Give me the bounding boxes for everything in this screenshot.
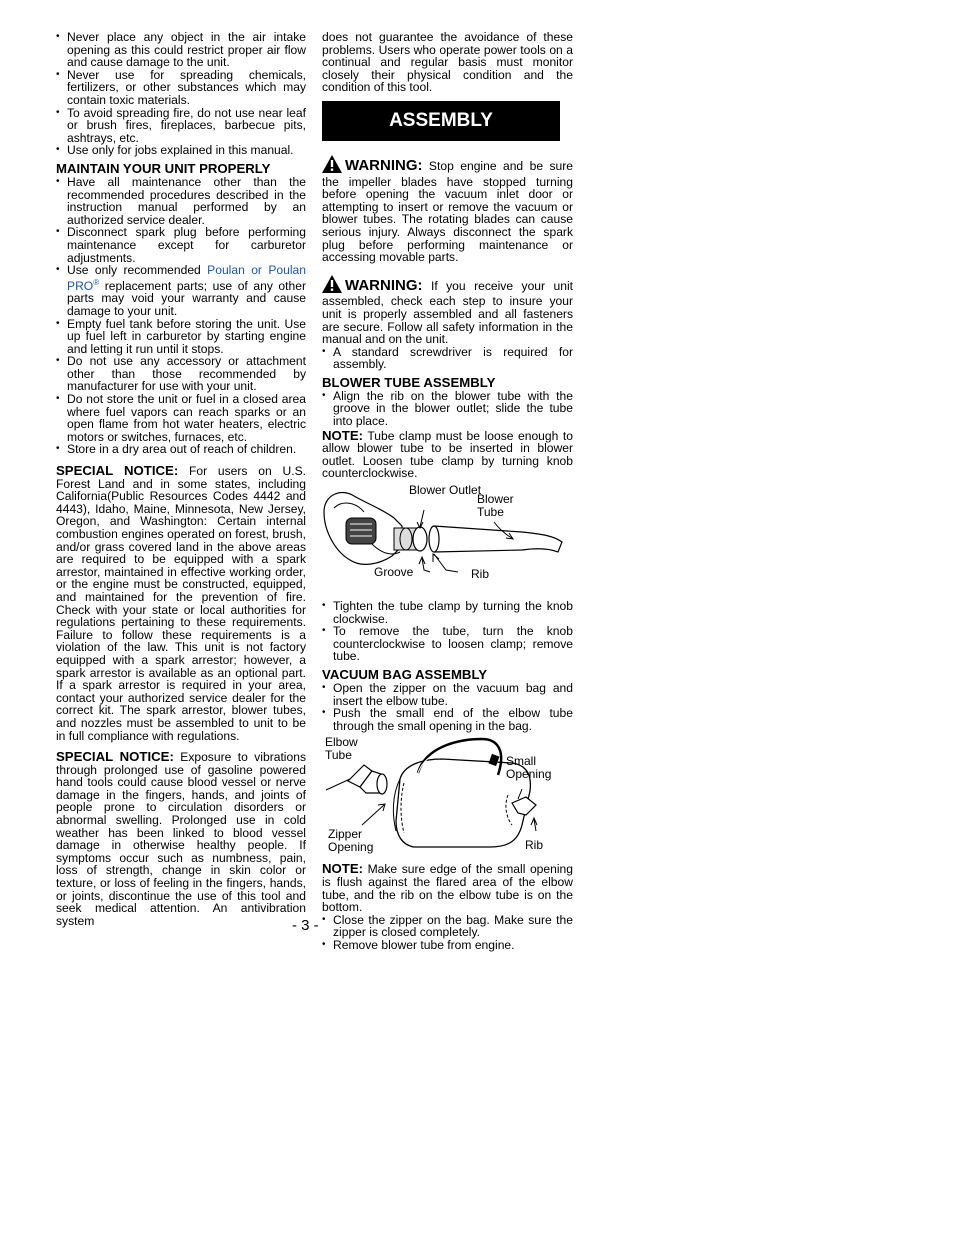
list-item bbox=[56, 264, 306, 317]
vacuum-bag-figure bbox=[322, 735, 573, 863]
small-opening-label: Small Opening bbox=[506, 754, 552, 782]
note-text: Make sure edge of the small opening is flush against the flared area of the elbow tube, and the rib on the elbow tube is on the bottom. bbox=[322, 862, 573, 915]
warning-triangle-icon bbox=[322, 155, 342, 176]
warning-text: Stop engine and be sure the impeller blades have stopped turning before opening the vacuum inlet door or attempting to insert or remove the vacuum or blower tubes. The rotating blades can cause serious injury. Always disconnect the spark plug before performing maintenance or accessing movable parts. bbox=[322, 158, 573, 265]
notice-lead: SPECIAL NOTICE: bbox=[56, 463, 179, 479]
list-item: • Do not use any accessory or attachment other than those recommended by manufacturer for use with your unit. bbox=[56, 355, 306, 393]
list-item: • Disconnect spark plug before performing maintenance except for carburetor adjustments. bbox=[56, 226, 306, 264]
list-item-text: replacement parts; use of any other parts may void your warranty and cause damage to your unit. bbox=[67, 278, 306, 318]
blower-tube-illustration bbox=[322, 484, 573, 596]
list-item: • Do not store the unit or fuel in a closed area where fuel vapors can reach sparks or an open flame from hot water heaters, electric motors or switches, furnaces, etc. bbox=[56, 393, 306, 443]
note-tube-clamp bbox=[322, 427, 573, 481]
list-item: • Have all maintenance other than the recommended procedures described in the instruction manual performed by an authorized service dealer. bbox=[56, 176, 306, 226]
assembly-title: ASSEMBLY bbox=[322, 101, 560, 141]
intro-bullet-list bbox=[56, 31, 306, 157]
blower-outlet-label: Blower Outlet bbox=[409, 483, 482, 498]
list-item: • Close the zipper on the bag. Make sure the zipper is closed completely. bbox=[322, 914, 573, 939]
warning-bullet-list bbox=[322, 346, 573, 371]
rib-label: Rib bbox=[525, 838, 544, 853]
list-item: • Store in a dry area out of reach of children. bbox=[56, 443, 306, 456]
groove-label: Groove bbox=[374, 565, 414, 580]
notice-lead: SPECIAL NOTICE: bbox=[56, 749, 174, 765]
special-notice-spark-arrestor bbox=[56, 465, 306, 742]
list-item: • Use only for jobs explained in this manual. bbox=[56, 144, 306, 157]
notice-text: For users on U.S. Forest Land and in some states, including California(Public Resources Codes 4442 and 4443), Idaho, Maine, Minnesota, New Jersey, Oregon, and Washington: Certain internal combustion engines operated on forest, brush, and/or grass covered land in the above areas are required to be equipped with a spark arrestor, maintained in effective working order, or the engine must be constructed, equipped, and maintained for the prevention of fire. Check with your state or local authorities for regulations pertaining to these requirements. Failure to follow these requirements is a violation of the law. This unit is not factory equipped with a spark arrestor; however, a spark arrestor is available as an optional part. If a spark arrestor is required in your area, contact your authorized service dealer for the correct kit. The spark arrestor, blower tubes, and nozzles must be assembled to unit to be in full compliance with regulations. bbox=[56, 464, 306, 743]
blower-bullet-list bbox=[322, 390, 573, 428]
special-notice-vibration bbox=[56, 751, 306, 927]
elbow-tube-label: Elbow Tube bbox=[325, 735, 358, 763]
warning-stop-engine bbox=[322, 155, 573, 264]
warning-text: If you receive your unit assembled, check each step to insure your unit is properly assembled and all fasteners are secure. Follow all safety information in the manual and on the unit. bbox=[322, 278, 573, 347]
note-lead: NOTE: bbox=[322, 427, 364, 443]
list-item-text: Use only recommended bbox=[67, 263, 208, 278]
page-number: - 3 - bbox=[292, 917, 319, 934]
list-item: • A standard screwdriver is required for assembly. bbox=[322, 346, 573, 371]
registered-mark: ® bbox=[93, 277, 100, 287]
list-item: • Never place any object in the air intake opening as this could restrict proper air flow and cause damage to the unit. bbox=[56, 31, 306, 69]
vacuum-bag-heading: VACUUM BAG ASSEMBLY bbox=[322, 667, 488, 682]
list-item: • Push the small end of the elbow tube through the small opening in the bag. bbox=[322, 707, 573, 732]
list-item: • To remove the tube, turn the knob counterclockwise to loosen clamp; remove tube. bbox=[322, 625, 573, 663]
final-bullet-list bbox=[322, 914, 573, 952]
rib-label: Rib bbox=[471, 567, 490, 582]
notice-text: Exposure to vibrations through prolonged use of gasoline powered hand tools could cause blood vessel or nerve damage in the fingers, hands, and joints of people prone to circulation disorders or abnormal swelling. Prolonged use in cold weather has been linked to blood vessel damage in otherwise healthy people. If symptoms occur such as numbness, pain, loss of strength, change in skin color or texture, or loss of feeling in the fingers, hands, or joints, discontinue the use of this tool and seek medical attention. An antivibration system bbox=[56, 750, 306, 928]
right-column bbox=[322, 31, 573, 952]
list-item: • Tighten the tube clamp by turning the knob clockwise. bbox=[322, 600, 573, 625]
list-item: • Open the zipper on the vacuum bag and insert the elbow tube. bbox=[322, 682, 573, 707]
note-small-opening bbox=[322, 863, 573, 913]
list-item: • Align the rib on the blower tube with the groove in the blower outlet; slide the tube into place. bbox=[322, 390, 573, 428]
warning-assembled bbox=[322, 275, 573, 346]
list-item: • Empty fuel tank before storing the unit. Use up fuel left in carburetor by starting engine and letting it run until it stops. bbox=[56, 318, 306, 356]
list-item: • Never use for spreading chemicals, fertilizers, or other substances which may contain toxic materials. bbox=[56, 69, 306, 107]
list-item: • Remove blower tube from engine. bbox=[322, 939, 573, 952]
blower-tube-heading: BLOWER TUBE ASSEMBLY bbox=[322, 374, 496, 390]
vacuum-bullet-list bbox=[322, 682, 573, 732]
blower-tube-figure bbox=[322, 484, 573, 596]
warning-label: WARNING: bbox=[345, 276, 423, 294]
warning-label: WARNING: bbox=[345, 156, 423, 174]
list-item: • To avoid spreading fire, do not use near leaf or brush fires, fireplaces, barbecue pits, ashtrays, etc. bbox=[56, 107, 306, 145]
blower-bullet-list-2 bbox=[322, 600, 573, 663]
note-text: Tube clamp must be loose enough to allow blower tube to be inserted in blower outlet. Loosen tube clamp by turning knob counterclockwise. bbox=[322, 428, 573, 481]
continued-text: does not guarantee the avoidance of these problems. Users who operate power tools on a continual and regular basis must monitor closely their physical condition and the condition of this tool. bbox=[322, 30, 573, 95]
blower-tube-label: Blower Tube bbox=[477, 492, 514, 520]
maintain-heading: MAINTAIN YOUR UNIT PROPERLY bbox=[56, 160, 271, 176]
maintain-bullet-list bbox=[56, 176, 306, 456]
left-column bbox=[56, 31, 306, 927]
zipper-opening-label: Zipper Opening bbox=[328, 827, 374, 855]
poulan-link[interactable]: Poulan or Poulan PRO bbox=[67, 263, 306, 293]
note-lead: NOTE: bbox=[322, 861, 364, 877]
warning-triangle-icon bbox=[322, 275, 342, 296]
